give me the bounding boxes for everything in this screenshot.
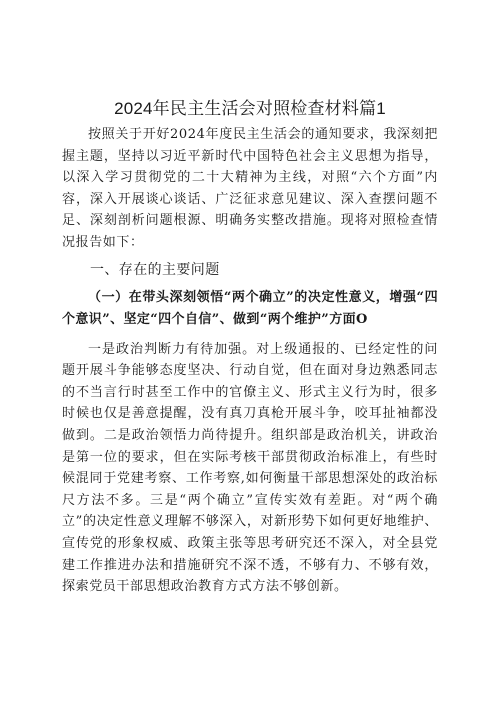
body-paragraph: 一是政治判断力有待加强。对上级通报的、已经定性的问题开展斗争能够态度坚决、行动自觉，但在面对身边熟悉同志的不当言行时甚至工作中的官僚主义、形式主义行为时，很多时候也仅是善意提醒，没有真刀真枪开展斗争，咬耳扯袖都没做到。二是政治领悟力尚待提升。组织部是政治机关，讲政治是第一位的要求，但在实际考核干部贯彻政治标准上，有些时候混同于党建考察、工作考察,如何衡量干部思想深处的政治标尺方法不多。三是“两个确立”宣传实效有差距。对“两个确立”的决定性意义理解不够深入，对新形势下如何更好地维护、宣传党的形象权威、政策主张等思考研究还不深入，对全县党建工作推进办法和措施研究不深不透，不够有力、不够有效，探索党员干部思想政治教育方式方法不够创新。	[62, 341, 438, 595]
intro-paragraph: 按照关于开好2024年度民主生活会的通知要求，我深刻把握主题，坚持以习近平新时代中国特色社会主义思想为指导，以深入学习贯彻党的二十大精神为主线，对照“六个方面”内容，深入开展谈心谈话、广泛征求意见建议、深入查摆问题不足、深刻剖析问题根源、明确务实整改措施。现将对照检查情况报告如下：	[62, 127, 438, 250]
document-title: 2024年民主生活会对照检查材料篇1	[114, 99, 386, 118]
section-heading: 一、存在的主要问题	[90, 261, 220, 278]
subsection-heading: （一）在带头深刻领悟“两个确立”的决定性意义，增强“四个意识”、坚定“四个自信”、做到“两个维护”方面O	[62, 289, 438, 327]
